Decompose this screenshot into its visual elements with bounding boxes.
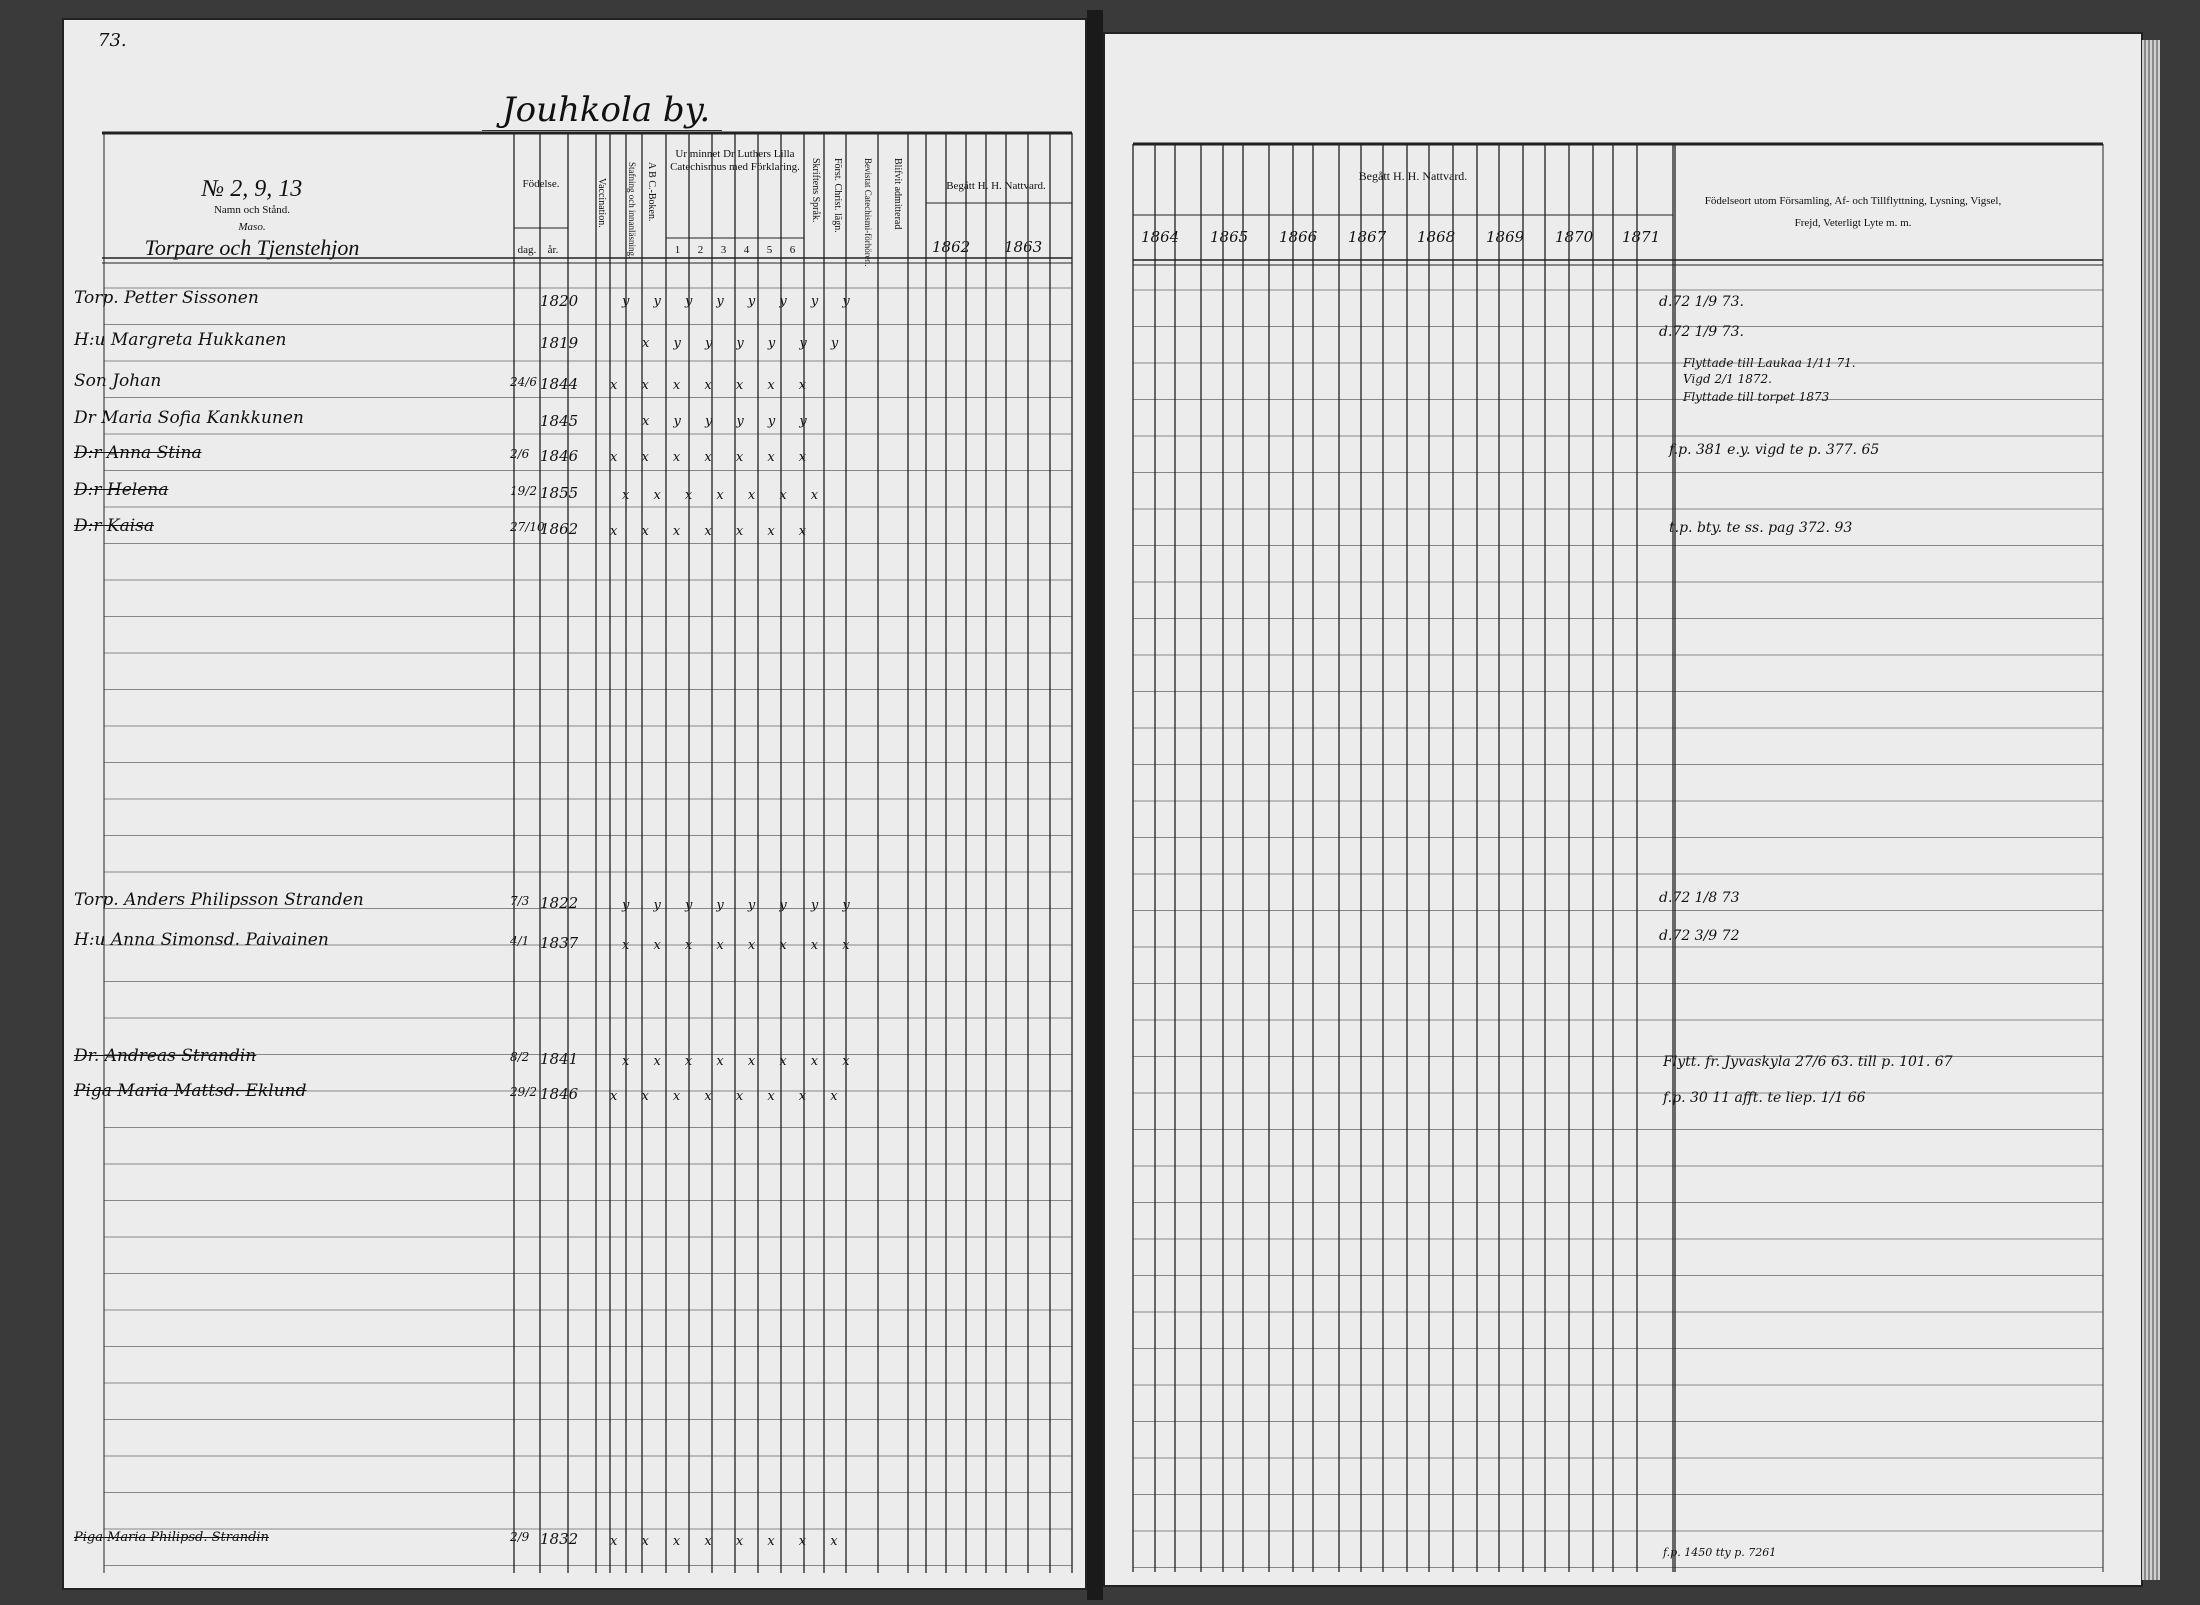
right-ledger-grid	[1103, 32, 2143, 1587]
entry-name: Dr. Andreas Strandin	[74, 1046, 257, 1066]
book-spine	[1087, 10, 1103, 1600]
entry-birth-day: 8/2	[510, 1050, 530, 1064]
remark-note: d.72 1/9 73.	[1659, 294, 1744, 310]
catechism-marks: x x x x x x x x	[622, 1054, 860, 1069]
year-header: 1864	[1141, 228, 1180, 246]
year-header: 1863	[1004, 238, 1043, 256]
left-page	[62, 18, 1087, 1590]
catechism-marks: x x x x x x x	[610, 450, 817, 465]
page-edges	[2142, 40, 2160, 1580]
remark-note: Vigd 2/1 1872.	[1683, 372, 1772, 386]
entry-birth-day: 2/9	[510, 1530, 530, 1544]
column-header-forst: Först. Christ. lägn.	[832, 158, 843, 233]
year-header: 1866	[1279, 228, 1318, 246]
entry-name: Piga Maria Mattsd. Eklund	[74, 1081, 307, 1101]
remark-note: Flyttade till Laukaa 1/11 71.	[1683, 356, 1856, 370]
entry-birth-day: 4/1	[510, 934, 530, 948]
right-page	[1103, 32, 2143, 1587]
year-header: 1869	[1486, 228, 1525, 246]
catechism-marks: x y y y y y	[642, 414, 817, 429]
catechism-marks: x x x x x x x	[610, 378, 817, 393]
catechism-marks: x x x x x x x x	[610, 1534, 848, 1549]
column-header-catechism: Ur minnet Dr Luthers Lilla Catechismus med Förklaring.	[670, 148, 800, 173]
column-header-remarks: Födelseort utom Församling, Af- och Tillflyttning, Lysning, Vigsel, Frejd, Veterligt Lyte m. m.	[1704, 195, 2002, 229]
entry-name: Torp. Anders Philipsson Stranden	[74, 890, 364, 910]
entry-name: D:r Kaisa	[74, 516, 155, 536]
place-title: Jouhkola by.	[502, 90, 711, 130]
entry-birth-year: 1820	[540, 292, 579, 310]
year-header: 1870	[1555, 228, 1594, 246]
entry-name: Dr Maria Sofia Kankkunen	[74, 408, 304, 428]
catechism-marks: x x x x x x x	[622, 488, 829, 503]
column-header-begatt: Begått H. H. Nattvard.	[946, 180, 1046, 192]
entry-birth-day: 19/2	[510, 484, 537, 498]
entry-name: H:u Anna Simonsd. Paivainen	[74, 930, 329, 950]
remark-note: Flytt. fr. Jyvaskyla 27/6 63. till p. 101. 67	[1663, 1054, 1953, 1070]
remark-note: d.72 1/8 73	[1659, 890, 1740, 906]
catechism-marks: x y y y y y y	[642, 336, 849, 351]
catechism-marks: y y y y y y y y	[622, 294, 860, 309]
column-header-bevistat: Bevistat Catechismi-förhören.	[863, 158, 873, 267]
column-header-skriftens: Skriftens Språk.	[810, 158, 821, 223]
catechism-number: 6	[789, 244, 796, 256]
entry-birth-year: 1837	[540, 934, 579, 952]
remark-note: f.p. 30 11 afft. te liep. 1/1 66	[1663, 1090, 1866, 1106]
entry-birth-year: 1832	[540, 1530, 579, 1548]
column-header-abc: A B C.-Boken.	[646, 162, 657, 222]
entry-birth-year: 1845	[540, 412, 579, 430]
entry-birth-year: 1855	[540, 484, 579, 502]
remark-note: d.72 1/9 73.	[1659, 324, 1744, 340]
remark-note: Flyttade till torpet 1873	[1683, 390, 1830, 404]
catechism-number: 4	[743, 244, 750, 256]
column-header-vaccination: Vaccination.	[596, 178, 607, 228]
section-word: Maso.	[238, 221, 266, 233]
remark-note: t.p. bty. te ss. pag 372. 93	[1669, 520, 1853, 536]
entry-birth-day: 2/6	[510, 447, 530, 461]
entry-birth-year: 1846	[540, 447, 579, 465]
catechism-number: 5	[766, 244, 773, 256]
register-numbers: № 2, 9, 13	[201, 176, 303, 202]
section-title: Torpare och Tjenstehjon	[144, 235, 360, 260]
entry-birth-year: 1844	[540, 375, 579, 393]
year-header: 1871	[1622, 228, 1661, 246]
catechism-number: 2	[697, 244, 704, 256]
entry-name: Torp. Petter Sissonen	[74, 288, 259, 308]
column-header-stafning: Stafning och innanläsning.	[627, 162, 637, 259]
entry-name: H:u Margreta Hukkanen	[74, 330, 287, 350]
entry-birth-day: 24/6	[510, 375, 537, 389]
entry-birth-year: 1862	[540, 520, 579, 538]
catechism-marks: y y y y y y y y	[622, 898, 860, 913]
column-header-ar: år.	[547, 244, 559, 256]
entry-birth-year: 1841	[540, 1050, 579, 1068]
entry-birth-year: 1846	[540, 1085, 579, 1103]
remark-note: f.p. 1450 tty p. 7261	[1663, 1546, 1777, 1559]
entry-birth-day: 29/2	[510, 1085, 537, 1099]
entry-name: D:r Anna Stina	[74, 443, 202, 463]
entry-birth-day: 7/3	[510, 894, 530, 908]
catechism-marks: x x x x x x x	[610, 524, 817, 539]
entry-birth-year: 1822	[540, 894, 579, 912]
entry-birth-year: 1819	[540, 334, 579, 352]
left-ledger-grid	[62, 18, 1087, 1590]
page-number: 73.	[98, 30, 127, 51]
catechism-number: 1	[674, 244, 681, 256]
column-header-blifvit: Blifvit admitterad	[892, 158, 903, 230]
catechism-marks: x x x x x x x x	[622, 938, 860, 953]
year-header: 1868	[1417, 228, 1456, 246]
remark-note: f.p. 381 e.y. vigd te p. 377. 65	[1669, 442, 1880, 458]
catechism-marks: x x x x x x x x	[610, 1089, 848, 1104]
year-header: 1867	[1348, 228, 1387, 246]
column-header-dag: dag.	[517, 244, 537, 256]
column-header-name: Namn och Stånd.	[213, 204, 291, 216]
column-header-begatt: Begått H. H. Nattvard.	[1358, 169, 1468, 183]
column-header-fodelse: Födelse.	[522, 178, 560, 190]
entry-birth-day: 27/10	[510, 520, 545, 534]
entry-name: Son Johan	[74, 371, 162, 391]
entry-name: D:r Helena	[74, 480, 169, 500]
catechism-number: 3	[720, 244, 727, 256]
entry-name: Piga Maria Philipsd. Strandin	[74, 1530, 269, 1545]
year-header: 1865	[1210, 228, 1249, 246]
remark-note: d.72 3/9 72	[1659, 928, 1740, 944]
year-header: 1862	[932, 238, 971, 256]
